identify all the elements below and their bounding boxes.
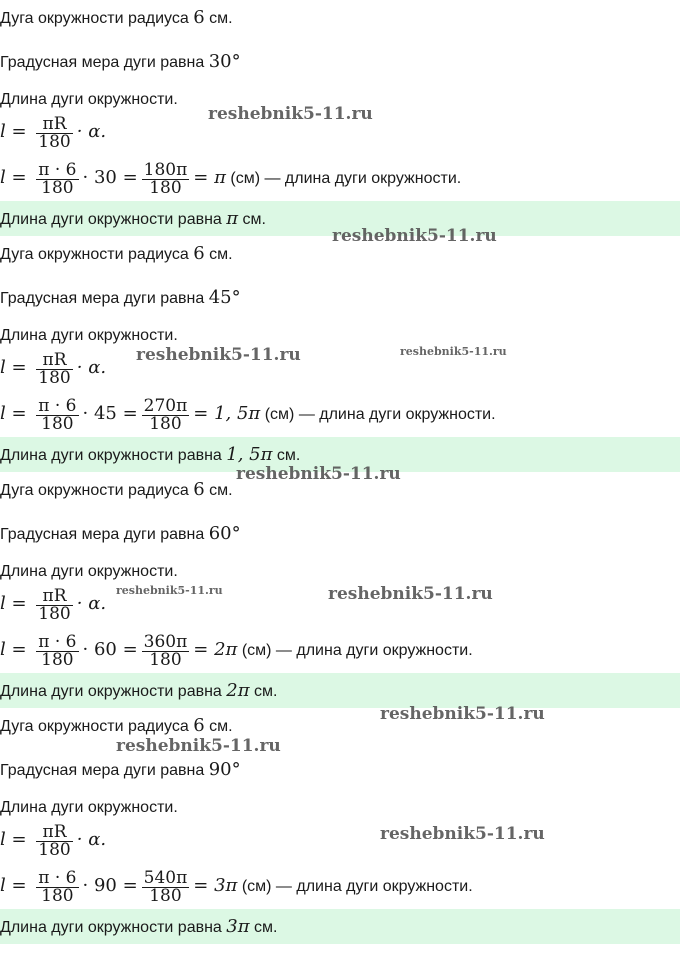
- calc-fraction-2: [142, 395, 190, 432]
- formula-line: [0, 586, 106, 622]
- formula-l: l: [0, 357, 6, 378]
- formula-eq: =: [5, 121, 33, 142]
- formula-fraction-numerator: πR: [36, 588, 72, 606]
- formula-fraction-denominator: 180: [38, 841, 71, 858]
- calc-fraction-2-denominator: 180: [149, 887, 182, 904]
- answer-unit: см.: [249, 919, 278, 936]
- watermark: reshebnik5-11.ru: [136, 345, 301, 365]
- watermark: reshebnik5-11.ru: [208, 104, 373, 124]
- calc-fraction-1-numerator: π · 6: [38, 395, 77, 416]
- degree-value: 45°: [208, 287, 241, 308]
- formula-l: l: [0, 121, 6, 142]
- radius-unit: см.: [204, 718, 233, 735]
- calc-fraction-2-denominator: 180: [149, 415, 182, 432]
- watermark: reshebnik5-11.ru: [116, 736, 281, 756]
- length-heading: [0, 326, 178, 346]
- formula-tail: · α.: [76, 121, 107, 142]
- answer-value: 2π: [226, 680, 250, 701]
- calc-fraction-2: [142, 867, 190, 904]
- degree-text: Градусная мера дуги равна: [0, 290, 209, 307]
- calc-result: = π: [193, 167, 226, 188]
- formula-fraction-numerator: πR: [36, 116, 72, 134]
- calc-l: l: [0, 167, 6, 188]
- formula-l: l: [0, 593, 6, 614]
- formula-fraction-denominator: 180: [38, 605, 71, 622]
- length-heading: [0, 562, 178, 582]
- calc-result: = 3π: [193, 875, 238, 896]
- watermark: reshebnik5-11.ru: [328, 584, 493, 604]
- answer-box: [0, 909, 680, 944]
- calc-fraction-2-numerator: 360π: [143, 631, 188, 652]
- watermark: reshebnik5-11.ru: [116, 584, 223, 597]
- radius-line: [0, 8, 233, 29]
- calc-eq: =: [5, 167, 33, 188]
- calc-line: [0, 396, 496, 432]
- formula-eq: =: [5, 829, 33, 850]
- formula-fraction-denominator: 180: [38, 369, 71, 386]
- radius-value: 6: [193, 7, 205, 28]
- formula-fraction: [36, 585, 72, 622]
- calc-mult: · 60 =: [82, 639, 138, 660]
- answer-text: Длина дуги окружности равна: [0, 447, 227, 464]
- degree-line: [0, 760, 241, 781]
- formula-line: [0, 822, 106, 858]
- watermark: reshebnik5-11.ru: [236, 464, 401, 484]
- formula-fraction-numerator: πR: [36, 824, 72, 842]
- answer-box: [0, 673, 680, 708]
- calc-tail: (см) — длина дуги окружности.: [237, 878, 473, 895]
- formula-fraction: [36, 349, 72, 386]
- calc-fraction-1-denominator: 180: [41, 651, 74, 668]
- answer-unit: см.: [238, 211, 266, 228]
- calc-result: = 1, 5π: [193, 403, 261, 424]
- radius-line: [0, 244, 233, 265]
- degree-value: 90°: [208, 759, 241, 780]
- length-text: Длина дуги окружности.: [0, 91, 178, 108]
- degree-line: [0, 288, 241, 309]
- radius-text: Дуга окружности радиуса: [0, 246, 194, 263]
- formula-fraction-numerator: πR: [36, 352, 72, 370]
- radius-value: 6: [193, 479, 205, 500]
- degree-text: Градусная мера дуги равна: [0, 54, 209, 71]
- radius-unit: см.: [204, 246, 233, 263]
- calc-fraction-2-numerator: 270π: [143, 395, 188, 416]
- watermark: reshebnik5-11.ru: [400, 345, 507, 358]
- degree-line: [0, 52, 241, 73]
- calc-fraction-1-denominator: 180: [41, 887, 74, 904]
- calc-result: = 2π: [193, 639, 238, 660]
- degree-text: Градусная мера дуги равна: [0, 526, 209, 543]
- calc-fraction-1-numerator: π · 6: [38, 867, 77, 888]
- calc-fraction-2: [142, 159, 190, 196]
- calc-tail: (см) — длина дуги окружности.: [225, 170, 462, 187]
- degree-value: 60°: [208, 523, 241, 544]
- calc-eq: =: [5, 403, 33, 424]
- calc-fraction-1-numerator: π · 6: [38, 159, 77, 180]
- formula-fraction: [36, 821, 72, 858]
- radius-text: Дуга окружности радиуса: [0, 482, 194, 499]
- degree-value: 30°: [208, 51, 241, 72]
- answer-value: 3π: [226, 916, 250, 937]
- formula-tail: · α.: [76, 593, 107, 614]
- calc-mult: · 45 =: [82, 403, 138, 424]
- calc-fraction-2-denominator: 180: [149, 179, 182, 196]
- calc-line: [0, 868, 473, 904]
- calc-fraction-1-numerator: π · 6: [38, 631, 77, 652]
- answer-value: 1, 5π: [226, 444, 273, 465]
- calc-fraction-1: [36, 395, 78, 432]
- calc-mult: · 30 =: [82, 167, 138, 188]
- formula-eq: =: [5, 357, 33, 378]
- calc-fraction-1-denominator: 180: [41, 415, 74, 432]
- answer-unit: см.: [272, 447, 301, 464]
- calc-l: l: [0, 403, 6, 424]
- answer-text: Длина дуги окружности равна: [0, 211, 227, 228]
- radius-line: [0, 716, 233, 737]
- calc-fraction-1-denominator: 180: [41, 179, 74, 196]
- calc-l: l: [0, 875, 6, 896]
- calc-eq: =: [5, 639, 33, 660]
- watermark: reshebnik5-11.ru: [380, 824, 545, 844]
- answer-text: Длина дуги окружности равна: [0, 683, 227, 700]
- formula-fraction: [36, 113, 72, 150]
- calc-fraction-2: [142, 631, 190, 668]
- degree-text: Градусная мера дуги равна: [0, 762, 209, 779]
- calc-tail: (см) — длина дуги окружности.: [260, 406, 496, 423]
- calc-mult: · 90 =: [82, 875, 138, 896]
- length-heading: [0, 798, 178, 818]
- calc-fraction-2-numerator: 540π: [143, 867, 188, 888]
- calc-fraction-2-denominator: 180: [149, 651, 182, 668]
- length-heading: [0, 90, 178, 110]
- calc-fraction-2-numerator: 180π: [143, 159, 188, 180]
- watermark: reshebnik5-11.ru: [332, 226, 497, 246]
- answer-value: π: [226, 208, 239, 229]
- formula-line: [0, 350, 106, 386]
- calc-fraction-1: [36, 159, 78, 196]
- radius-text: Дуга окружности радиуса: [0, 718, 194, 735]
- calc-line: [0, 160, 461, 196]
- answer-text: Длина дуги окружности равна: [0, 919, 227, 936]
- calc-fraction-1: [36, 867, 78, 904]
- calc-tail: (см) — длина дуги окружности.: [237, 642, 473, 659]
- formula-eq: =: [5, 593, 33, 614]
- calc-fraction-1: [36, 631, 78, 668]
- degree-line: [0, 524, 241, 545]
- formula-l: l: [0, 829, 6, 850]
- watermark: reshebnik5-11.ru: [380, 704, 545, 724]
- radius-line: [0, 480, 233, 501]
- calc-line: [0, 632, 473, 668]
- calc-eq: =: [5, 875, 33, 896]
- calc-l: l: [0, 639, 6, 660]
- formula-tail: · α.: [76, 829, 107, 850]
- length-text: Длина дуги окружности.: [0, 327, 178, 344]
- length-text: Длина дуги окружности.: [0, 799, 178, 816]
- formula-fraction-denominator: 180: [38, 133, 71, 150]
- radius-unit: см.: [204, 482, 233, 499]
- radius-value: 6: [193, 243, 205, 264]
- radius-value: 6: [193, 715, 205, 736]
- radius-unit: см.: [204, 10, 233, 27]
- formula-tail: · α.: [76, 357, 107, 378]
- length-text: Длина дуги окружности.: [0, 563, 178, 580]
- formula-line: [0, 114, 106, 150]
- radius-text: Дуга окружности радиуса: [0, 10, 194, 27]
- answer-unit: см.: [249, 683, 278, 700]
